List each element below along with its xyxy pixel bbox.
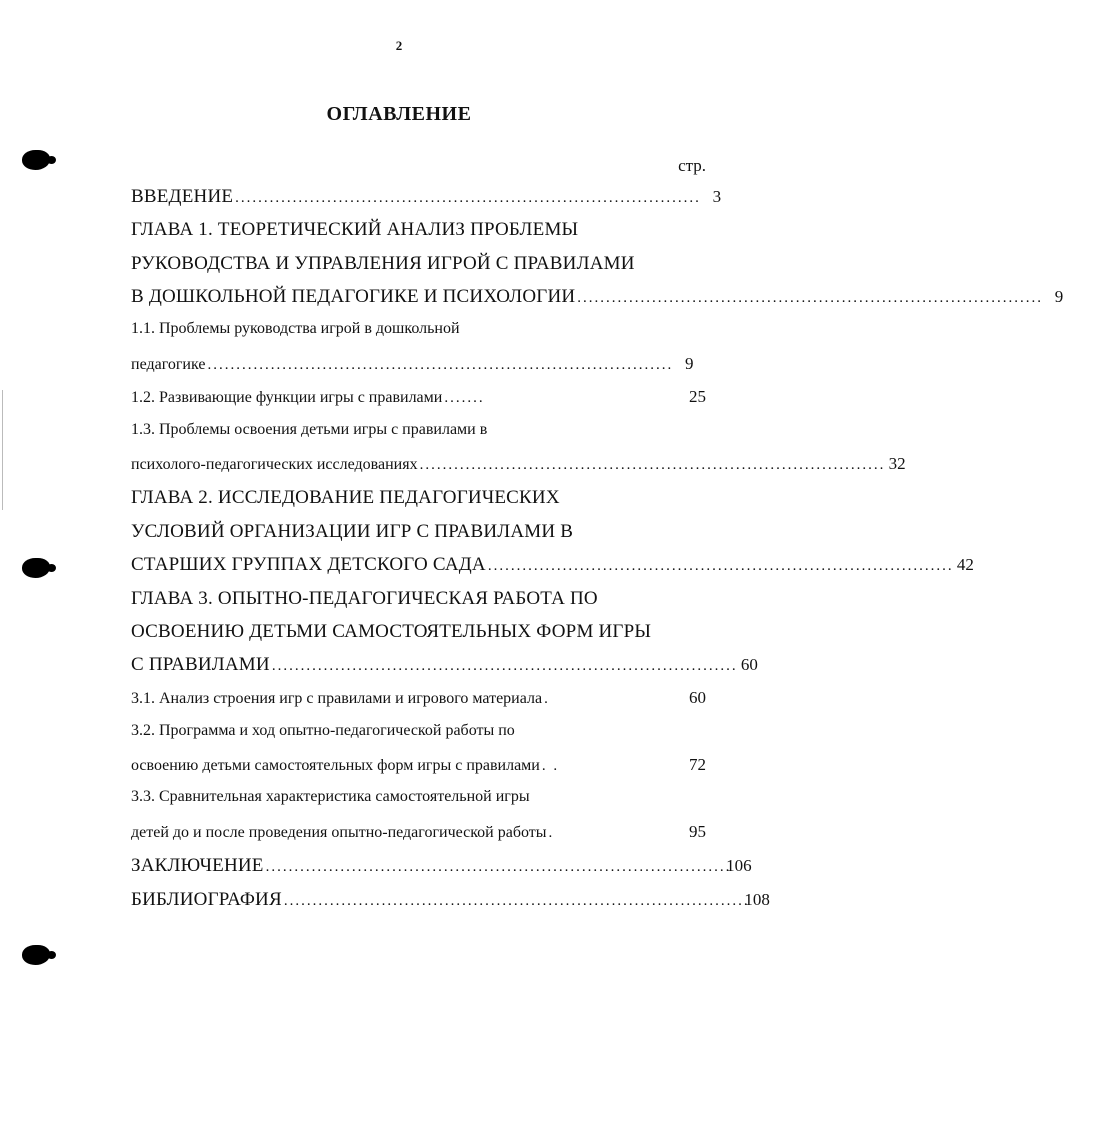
dot-leader: .......: [444, 390, 485, 406]
toc-line-text: В ДОШКОЛЬНОЙ ПЕДАГОГИКЕ И ПСИХОЛОГИИ: [131, 286, 576, 307]
toc-entry-title: 3.1. Анализ строения игр с правилами и игрового материала: [131, 690, 543, 707]
toc-line: [131, 286, 1064, 316]
toc-line-text: детей до и после проведения опытно-педагогической работы: [131, 824, 547, 841]
toc-entry-page: 106: [726, 856, 752, 875]
toc-entry-page: 42: [956, 555, 974, 574]
dot-leader: .: [548, 825, 555, 841]
toc-entry-page: 60: [689, 688, 706, 707]
toc-line: [131, 487, 643, 517]
toc-line-text: ГЛАВА 3. ОПЫТНО-ПЕДАГОГИЧЕСКАЯ РАБОТА ПО: [131, 588, 598, 609]
dot-leader: .................................................................................: [487, 558, 954, 574]
toc-line-text: ГЛАВА 2. ИССЛЕДОВАНИЕ ПЕДАГОГИЧЕСКИХ: [131, 487, 560, 508]
toc-line-text: ОСВОЕНИЮ ДЕТЬМИ САМОСТОЯТЕЛЬНЫХ ФОРМ ИГРЫ: [131, 621, 652, 642]
toc-line: [131, 654, 758, 684]
toc-entry-section-3-1[interactable]: [131, 688, 706, 718]
toc-entry-page: 108: [744, 890, 770, 909]
toc-line: [131, 554, 974, 584]
toc-line-text: РУКОВОДСТВА И УПРАВЛЕНИЯ ИГРОЙ С ПРАВИЛАМИ: [131, 253, 635, 274]
binder-hole-top: [22, 150, 50, 170]
toc-line-text: ГЛАВА 1. ТЕОРЕТИЧЕСКИЙ АНАЛИЗ ПРОБЛЕМЫ: [131, 219, 579, 240]
toc-line-text: освоению детьми самостоятельных форм игры с правилами: [131, 757, 540, 774]
toc-line-text: 3.3. Сравнительная характеристика самостоятельной игры: [131, 788, 530, 805]
toc-entry-bibliography[interactable]: [131, 889, 770, 919]
toc-line-text: 1.1. Проблемы руководства игрой в дошкольной: [131, 320, 460, 337]
toc-entry-page: 25: [689, 387, 706, 406]
toc-line-text: 3.2. Программа и ход опытно-педагогической работы по: [131, 722, 515, 739]
dot-leader: .................................................................................: [235, 190, 701, 206]
toc-line: [131, 354, 706, 384]
page-number: 2: [395, 38, 403, 53]
dot-leader: .................................................................................: [207, 357, 674, 373]
document-title: ОГЛАВЛЕНИЕ: [326, 103, 472, 125]
binder-hole-bottom: [22, 945, 50, 965]
toc-line-text: 1.3. Проблемы освоения детьми игры с правилами в: [131, 421, 488, 438]
toc-entry-title: 1.2. Развивающие функции игры с правилами: [131, 389, 443, 406]
toc-line: [131, 621, 706, 651]
toc-entry-title: ЗАКЛЮЧЕНИЕ: [131, 855, 264, 876]
toc-line-text: педагогике: [131, 356, 206, 373]
dot-leader: .................................................................................: [283, 893, 750, 909]
toc-entry-intro[interactable]: [131, 186, 722, 216]
toc-entry-title: БИБЛИОГРАФИЯ: [131, 889, 282, 910]
toc-line-text: психолого-педагогических исследованиях: [131, 456, 418, 473]
toc-line: [131, 788, 643, 818]
toc-entry-page: 9: [1054, 287, 1064, 306]
dot-leader: . .: [541, 758, 560, 774]
toc-line: [131, 454, 906, 484]
toc-line: [131, 521, 643, 551]
dot-leader: .................................................................................: [419, 457, 886, 473]
toc-line: [131, 722, 643, 752]
dot-leader: .................................................................................: [265, 859, 732, 875]
toc-entry-page: 3: [712, 187, 722, 206]
toc-line: [131, 822, 706, 852]
toc-entry-page: 60: [740, 655, 758, 674]
toc-line-text: УСЛОВИЙ ОРГАНИЗАЦИИ ИГР С ПРАВИЛАМИ В: [131, 521, 574, 542]
toc-entry-section-1-2[interactable]: [131, 387, 706, 417]
toc-line: [131, 219, 643, 249]
dot-leader: .................................................................................: [577, 290, 1044, 306]
dot-leader: .: [544, 691, 550, 707]
toc-entry-page: 9: [684, 354, 694, 373]
toc-line: [131, 588, 643, 618]
toc-line-text: С ПРАВИЛАМИ: [131, 654, 270, 675]
binder-hole-middle: [22, 558, 50, 578]
toc-line: [131, 320, 643, 350]
page-column-header: стр.: [678, 156, 706, 175]
toc-entry-page: 95: [689, 822, 706, 841]
page-edge-line: [2, 390, 3, 510]
toc-entry-title: ВВЕДЕНИЕ: [131, 186, 234, 207]
toc-entry-page: 32: [888, 454, 906, 473]
toc-line: [131, 253, 706, 283]
toc-entry-page: 72: [689, 755, 706, 774]
toc-entry-conclusion[interactable]: [131, 855, 752, 885]
toc-line: [131, 755, 706, 785]
toc-line-text: СТАРШИХ ГРУППАХ ДЕТСКОГО САДА: [131, 554, 486, 575]
toc-line: [131, 421, 643, 451]
dot-leader: .................................................................................: [271, 658, 738, 674]
